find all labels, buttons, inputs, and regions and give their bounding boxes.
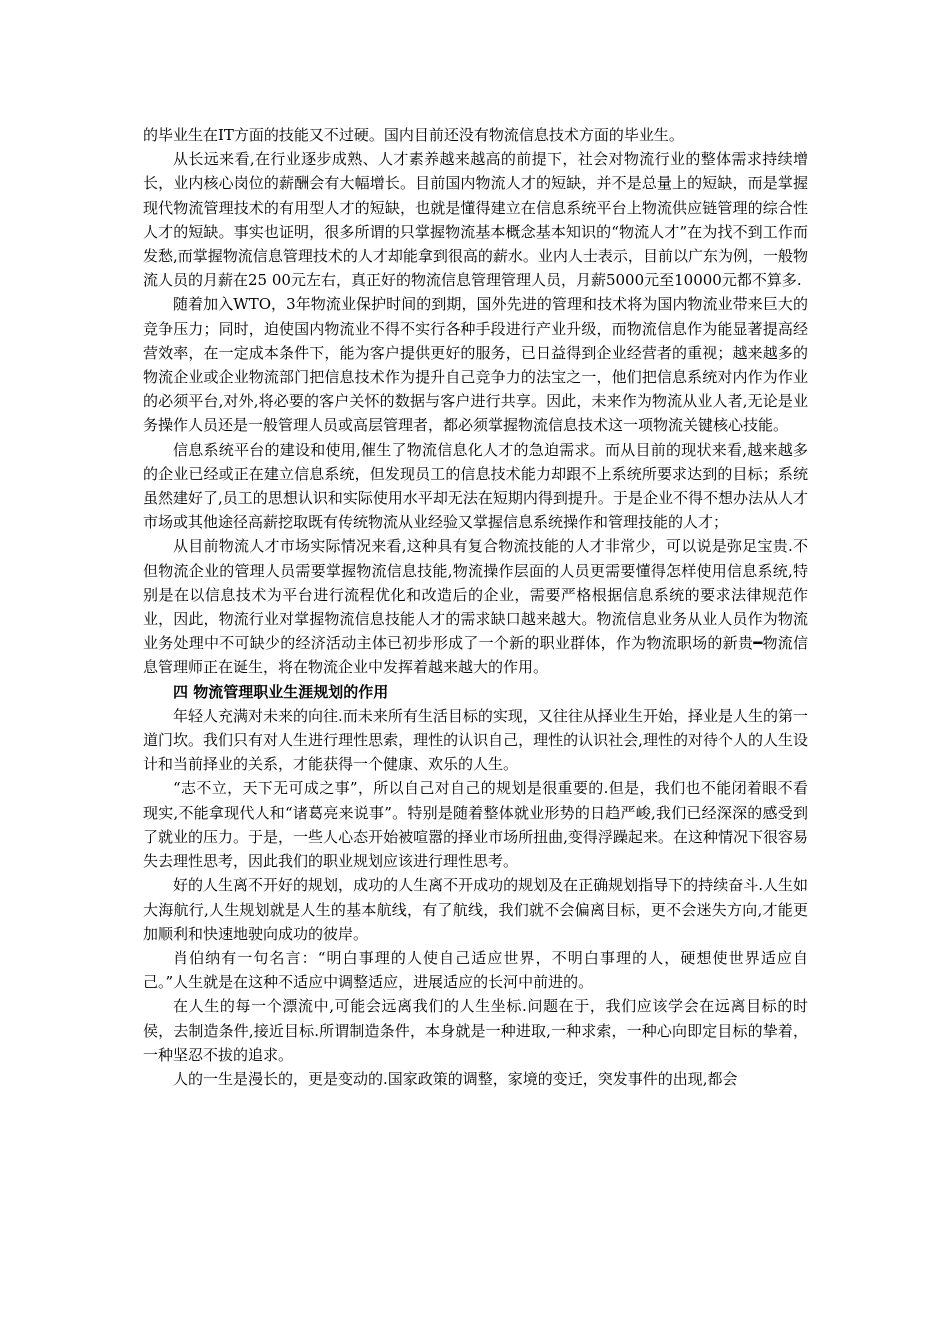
paragraph-salary-outlook: 从长远来看,在行业逐步成熟、人才素养越来越高的前提下，社会对物流行业的整体需求持续增长，业内核心岗位的薪酬会有大幅增长。目前国内物流人才的短缺，并不是总量上的短缺，而是掌握现代物流管理技术的有用型人才的短缺，也就是懂得建立在信息系统平台上物流供应链管理的综合性人才的短缺。事实也证明，很多所谓的只掌握物流基本概念基本知识的“物流人才”在为找不到工作而发愁,而掌握物流信息管理技术的人才却能拿到很高的薪水。业内人士表示，目前以广东为例，一般物流人员的月薪在25 00元左右，真正好的物流信息管理管理人员，月薪5000元至10000元都不算多. [143,150,808,290]
section-heading: 四 物流管理职业生涯规划的作用 [173,682,389,701]
document-body [143,123,808,1091]
paragraph-life-coordinates: 在人生的每一个漂流中,可能会远离我们的人生坐标.问题在于，我们应该学会在远离目标的时侯，去制造条件,接近目标.所谓制造条件，本身就是一种进取,一种求索，一种心向即定目标的挚着，一种坚忍不拔的追求。 [143,997,808,1064]
paragraph-self-planning: “志不立，天下无可成之事”，所以自己对自己的规划是很重要的.但是，我们也不能闭着眼不看现实,不能拿现代人和“诸葛亮来说事”。特别是随着整体就业形势的日趋严峻,我们已经深深的感受到了就业的压力。于是，一些人心态开始被喧嚣的择业市场所扭曲,变得浮躁起来。在这种情况下很容易失去理性思考，因此我们的职业规划应该进行理性思考。 [143,779,808,871]
paragraph-shaw-quote: 肖伯纳有一句名言：“明白事理的人使自己适应世界，不明白事理的人，硬想使世界适应自己。”人生就是在这种不适应中调整适应，进展适应的长河中前进的。 [143,948,808,992]
paragraph-life-changes: 人的一生是漫长的，更是变动的.国家政策的调整，家境的变迁，突发事件的出现,都会 [173,1069,738,1088]
paragraph-career-choice: 年轻人充满对未来的向往.而未来所有生活目标的实现，又往往从择业生开始，择业是人生的第一道门坎。我们只有对人生进行理性思索，理性的认识自己，理性的认识社会,理性的对待个人的人生设计和当前择业的关系，才能获得一个健康、欢乐的人生。 [143,706,808,774]
paragraph-wto-competition: 随着加入WTO，3年物流业保护时间的到期，国外先进的管理和技术将为国内物流业带来巨大的竞争压力；同时，迫使国内物流业不得不实行各种手段进行产业升级，而物流信息作为能显著提高经营效率，在一定成本条件下，能为客户提供更好的服务，已日益得到企业经营者的重视；越来越多的物流企业或企业物流部门把信息技术作为提升自己竞争力的法宝之一，他们把信息系统对内作为作业的必须平台,对外,将必要的客户关怀的数据与客户进行共享。因此，未来作为物流从业人者,无论是业务操作人员还是一般管理人员或高层管理者，都必须掌握物流信息技术这一项物流关键核心技能。 [143,295,808,435]
paragraph-talent-market: 从目前物流人才市场实际情况来看,这种具有复合物流技能的人才非常少，可以说是弥足宝贵.不但物流企业的管理人员需要掌握物流信息技能,物流操作层面的人员更需要懂得怎样使用信息系统,特别是在以信息技术为平台进行流程优化和改造后的企业，需要严格根据信息系统的要求法律规范作业，因此，物流行业对掌握物流信息技能人才的需求缺口越来越大。物流信息业务从业人员作为物流业务处理中不可缺少的经济活动主体已初步形成了一个新的职业群体，作为物流职场的新贵━物流信息管理师正在诞生，将在物流企业中发挥着越来越大的作用。 [143,537,808,677]
paragraph-good-planning: 好的人生离不开好的规划，成功的人生离不开成功的规划及在正确规划指导下的持续奋斗.人生如大海航行,人生规划就是人生的基本航线，有了航线，我们就不会偏离目标，更不会迷失方向,才能更加顺利和快速地驶向成功的彼岸。 [143,876,808,943]
paragraph-continuation: 的毕业生在IT方面的技能又不过硬。国内目前还没有物流信息技术方面的毕业生。 [143,126,684,144]
paragraph-it-talent-demand: 信息系统平台的建设和使用,催生了物流信息化人才的急迫需求。而从目前的现状来看,越来越多的企业已经或正在建立信息系统，但发现员工的信息技术能力却跟不上系统所要求达到的目标；系统虽然建好了,员工的思想认识和实际使用水平却无法在短期内得到提升。于是企业不得不想办法从人才市场或其他途径高薪挖取既有传统物流从业经验又掌握信息系统操作和管理技能的人才； [143,440,808,532]
